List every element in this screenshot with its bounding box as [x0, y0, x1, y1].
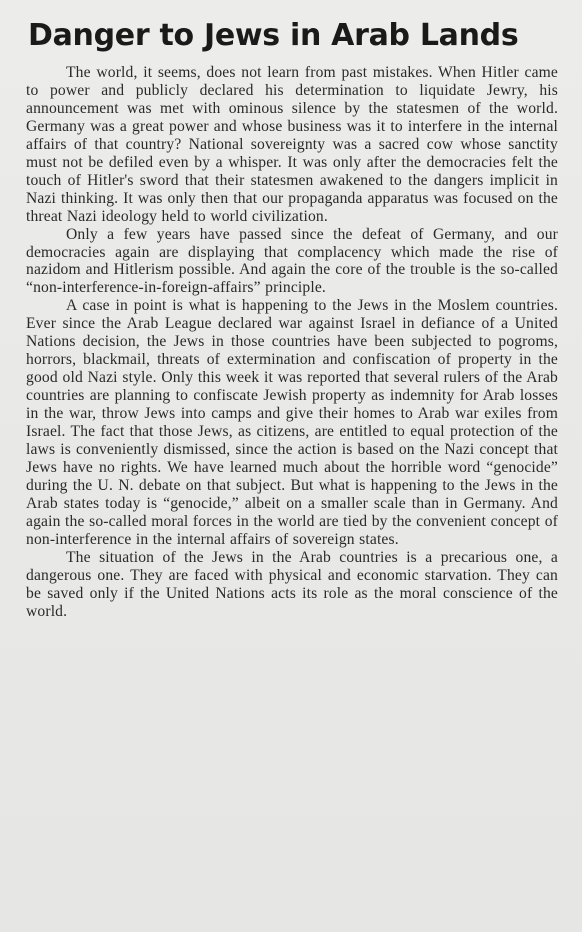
paragraph-4: The situation of the Jews in the Arab countries is a precarious one, a dangerous one. They are faced with physical and economic starvation. They can be saved only if the United Nations acts its role as the moral conscience of the world. [26, 548, 558, 620]
paragraph-1: The world, it seems, does not learn from past mistakes. When Hitler came to power and publicly declared his determination to liquidate Jewry, his announcement was met with ominous silence by the statesmen of the world. Germany was a great power and whose business was it to interfere in the internal affairs of that country? National sovereignty was a sacred cow whose sanctity must not be defiled even by a whisper. It was only after the democracies felt the touch of Hitler's sword that their statesmen awakened to the dangers implicit in Nazi thinking. It was only then that our propaganda apparatus was focused on the threat Nazi ideology held to world civilization. [26, 64, 558, 225]
headline: Danger to Jews in Arab Lands [28, 18, 519, 53]
paragraph-3: A case in point is what is happening to the Jews in the Moslem countries. Ever since the Arab League declared war against Israel in defiance of a United Nations decision, the Jews in those countries have been subjected to pogroms, horrors, blackmail, threats of extermination and confiscation of property in the good old Nazi style. Only this week it was reported that several rulers of the Arab countries are planning to confiscate Jewish property as indemnity for Arab losses in the war, throw Jews into camps and give their homes to Arab war exiles from Israel. The fact that those Jews, as citizens, are entitled to equal protection of the laws is conveniently dismissed, since the action is based on the Nazi concept that Jews have no rights. We have learned much about the horrible word “genocide” during the U. N. debate on that subject. But what is happening to the Jews in the Arab states today is “genocide,” albeit on a smaller scale than in Germany. And again the so-called moral forces in the world are tied by the convenient concept of non-interference in the internal affairs of sovereign states. [26, 297, 558, 548]
paragraph-2: Only a few years have passed since the defeat of Germany, and our democracies again are displaying that complacency which made the rise of nazidom and Hitlerism possible. And again the core of the trouble is the so-called “non-interference-in-foreign-affairs” principle. [26, 225, 558, 297]
article-body [26, 64, 558, 621]
